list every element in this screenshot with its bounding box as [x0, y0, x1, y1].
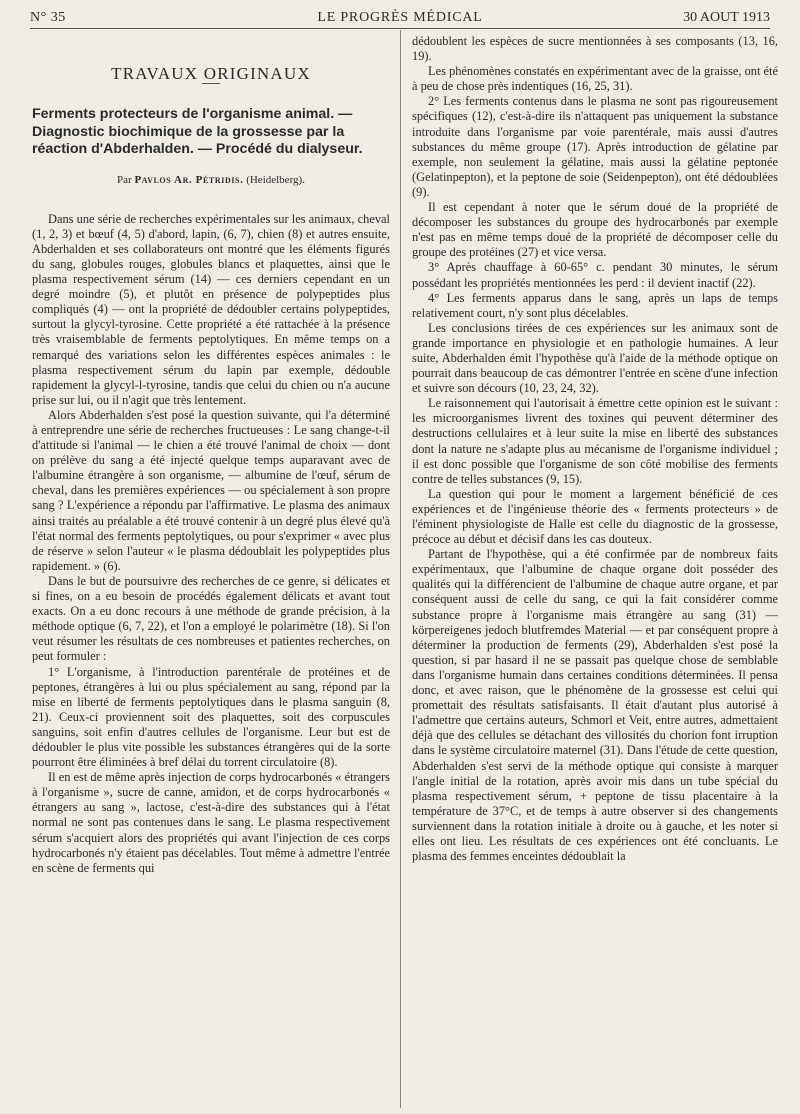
paragraph: Il en est de même après injection de corps hydrocarbonés « étrangers à l'organisme », sucre de canne, amidon, et de corps hydrocarbonés « étrangers au sang », lactose, c'est-à-dire des substances qui à l'état normal ne sont pas contenues dans le sang. Le plasma respectivement sérum s'acquiert alors des propriétés qui avant l'injection de ces corps hydrocarbonés n'y étaient pas décelables. Tout même à admettre l'entrée en scène de ferments qui	[32, 770, 390, 875]
paragraph: 3° Après chauffage à 60-65° c. pendant 30 minutes, le sérum possédant les propriétés mentionnées les perd : il devient inactif (22).	[412, 260, 778, 290]
paragraph: Alors Abderhalden s'est posé la question suivante, qui l'a déterminé à entreprendre une série de recherches fructueuses : Le sang change-t-il d'attitude si l'animal — le chien a été trouvé l'animal de choix — dont on prélève du sang a été injecté quelque temps auparavant avec de l'albumine étrangère à son organisme, — albumine de l'œuf, sérum de cheval, dans les premières expériences — ou spécialement à son propre sang ? L'expérience a répondu par l'affirmative. Le plasma des animaux ainsi traités au préalable a été trouvé contenir à un degré plus élevé qu'à l'état normal des ferments peptolytiques, ou pour s'exprimer « avec plus de réserve » selon l'auteur « le plasma dédoublait les polypeptides plus rapidement. » (6).	[32, 407, 390, 573]
paragraph: Les conclusions tirées de ces expériences sur les animaux sont de grande importance en physiologie et en pathologie humaines. A leur suite, Abderhalden émit l'hypothèse qu'à l'aide de la méthode optique on pourrait dans beaucoup de cas démontrer l'entrée en scène d'une infection et suivre son décours (10, 23, 24, 32).	[412, 320, 778, 396]
issue-date: 30 AOUT 1913	[683, 10, 770, 25]
issue-number: N° 35	[30, 10, 66, 25]
paragraph: 2° Les ferments contenus dans le plasma ne sont pas rigoureusement spécifiques (12), c'est-à-dire ils n'attaquent pas uniquement la substance introduite dans l'organisme par voie parentérale, mais aussi d'autres substances du même groupe (17). Après introduction de gélatine par exemple, non seulement la gélatine, mais aussi la gélatine peptonée (Gelatinpepton), et la peptone de soie (Seidenpepton), ont été dédoublées (9).	[412, 94, 778, 199]
paragraph: Le raisonnement qui l'autorisait à émettre cette opinion est le suivant : les microorganismes livrent des toxines qui peuvent déterminer des destructions cellulaires et à leur suite la mise en liberté des substances dont la nature ne s'adapte plus au mécanisme de l'organisme individuel ; il est donc possible que l'organisme de son côté mobilise des ferments contre de telles substances (9, 15).	[412, 396, 778, 486]
byline-prefix: Par	[117, 173, 132, 186]
byline-author: Pavlos Ar. Pétridis.	[134, 173, 244, 186]
article-title: Ferments protecteurs de l'organisme animal. — Diagnostic biochimique de la grossesse par la réaction d'Abderhalden. — Procédé du dialyseur.	[32, 106, 363, 158]
byline-place: (Heidelberg).	[246, 173, 305, 186]
paragraph: Partant de l'hypothèse, qui a été confirmée par de nombreux faits expérimentaux, que l'albumine de chaque organe doit posséder des qualités qui la différencient de l'albumine de chaque autre organe, et par conséquent aussi de celle du sang, ce qui la fait considérer comme substance propre à l'organisme mais étrangère au sang (31) — körpereigenes jedoch blutfremdes Material — et par conséquent propre à déterminer la production de ferments (29), Abderhalden s'est posé la question, si par hasard il ne se passait pas quelque chose de semblable dans l'organisme humain dans certaines conditions déterminées. Il pensa donc, et avec raison, que le phénomène de la grossesse est celui qui promettait des résultats satisfaisants. Il était d'autant plus autorisé à l'admettre que certains auteurs, Schmorl et Veit, entre autres, admettaient déjà que des cellules se détachant des villosités du chorion font irruption dans le système circulatoire maternel (31). Dans l'étude de cette question, Abderhalden s'est servi de la méthode optique qui consiste à marquer l'angle initial de la rotation, après avoir mis dans un tube spécial du plasma respectivement sérum, + peptone de tissu placentaire à la température de 37°C, et de temps à autre observer si des changements surviennent dans la rotation initiale à droite ou à gauche, et les noter si elles ont lieu. Les résultats de ces expériences ont été concluants. Le plasma des femmes enceintes dédoublait la	[412, 547, 778, 864]
paragraph: 1° L'organisme, à l'introduction parentérale de protéines et de peptones, étrangères à lui ou plus spécialement au sang, répond par la mise en liberté de ferments peptolytiques dans le plasma sanguin (8, 21). Ceux-ci proviennent soit des plaquettes, soit des corpuscules sanguins, soit enfin d'autres cellules de l'organisme. Leur but est de dédoubler le plus vite possible les substances étrangères qui de la sorte pourront être éliminées à bref délai du torrent circulatoire (8).	[32, 664, 390, 770]
left-column	[32, 34, 390, 876]
paragraph: Dans une série de recherches expérimentales sur les animaux, cheval (1, 2, 3) et bœuf (4, 5) d'abord, lapin, (6, 7), chien (8) et autres ensuite, Abderhalden et ses collaborateurs ont montré que les éléments figurés du sang, globules rouges, globules blancs et plaquettes, ainsi que le plasma respectivement sérum (14) — ces derniers cependant en un degré moindre (5), et plutôt en présence de polypeptides plus compliqués (4) — ont la propriété de dédoubler certains polypeptides, surtout la glycyl-tyrosine. Cette propriété a été rattachée à la présence très vraisemblable de ferments peptolytiques. En même temps on a remarqué des variations selon les différentes espèces animales : le plasma respectivement sérum du lapin par exemple, dédouble rapidement la glycyl-l-tyrosine, tandis que celui du chien ou n'a aucune prise sur lui, ou il n'agit que très lentement.	[32, 211, 390, 407]
right-column	[412, 34, 778, 864]
paragraph: dédoublent les espèces de sucre mentionnées à ses composants (13, 16, 19).	[412, 34, 778, 64]
column-divider	[400, 30, 401, 1108]
header-rule	[30, 28, 770, 29]
paragraph: Dans le but de poursuivre des recherches de ce genre, si délicates et si fines, on a eu besoin de procédés également délicats et avant tout exacts. On a eu donc recours à une méthode de grande précision, à la méthode optique (6, 7, 22), et l'on a employé le polarimètre (18). Si l'on veut résumer les résultats de ces nombreuses et patientes recherches, on peut formuler :	[32, 573, 390, 664]
paragraph: La question qui pour le moment a largement bénéficié de ces expériences et de l'ingénieuse théorie des « ferments protecteurs » de l'éminent physiologiste de Halle est celle du diagnostic de la grossesse, précoce au début et décisif dans les cas douteux.	[412, 486, 778, 547]
byline	[32, 173, 390, 188]
page-header	[30, 6, 770, 28]
paragraph: 4° Les ferments apparus dans le sang, après un laps de temps relativement court, n'y sont plus décelables.	[412, 290, 778, 320]
paragraph: Les phénomènes constatés en expérimentant avec de la graisse, ont été à peu de chose près indentiques (16, 25, 31).	[412, 64, 778, 94]
paragraph: Il est cependant à noter que le sérum doué de la propriété de décomposer les substances du groupe des hydrocarbonés par exemple n'est pas en même temps doué de la propriété de décomposer celle du groupe des protéines (27) et vice versa.	[412, 200, 778, 260]
title-dash	[202, 83, 220, 84]
section-title: TRAVAUX ORIGINAUX	[111, 64, 311, 83]
journal-title: LE PROGRÈS MÉDICAL	[317, 10, 483, 25]
